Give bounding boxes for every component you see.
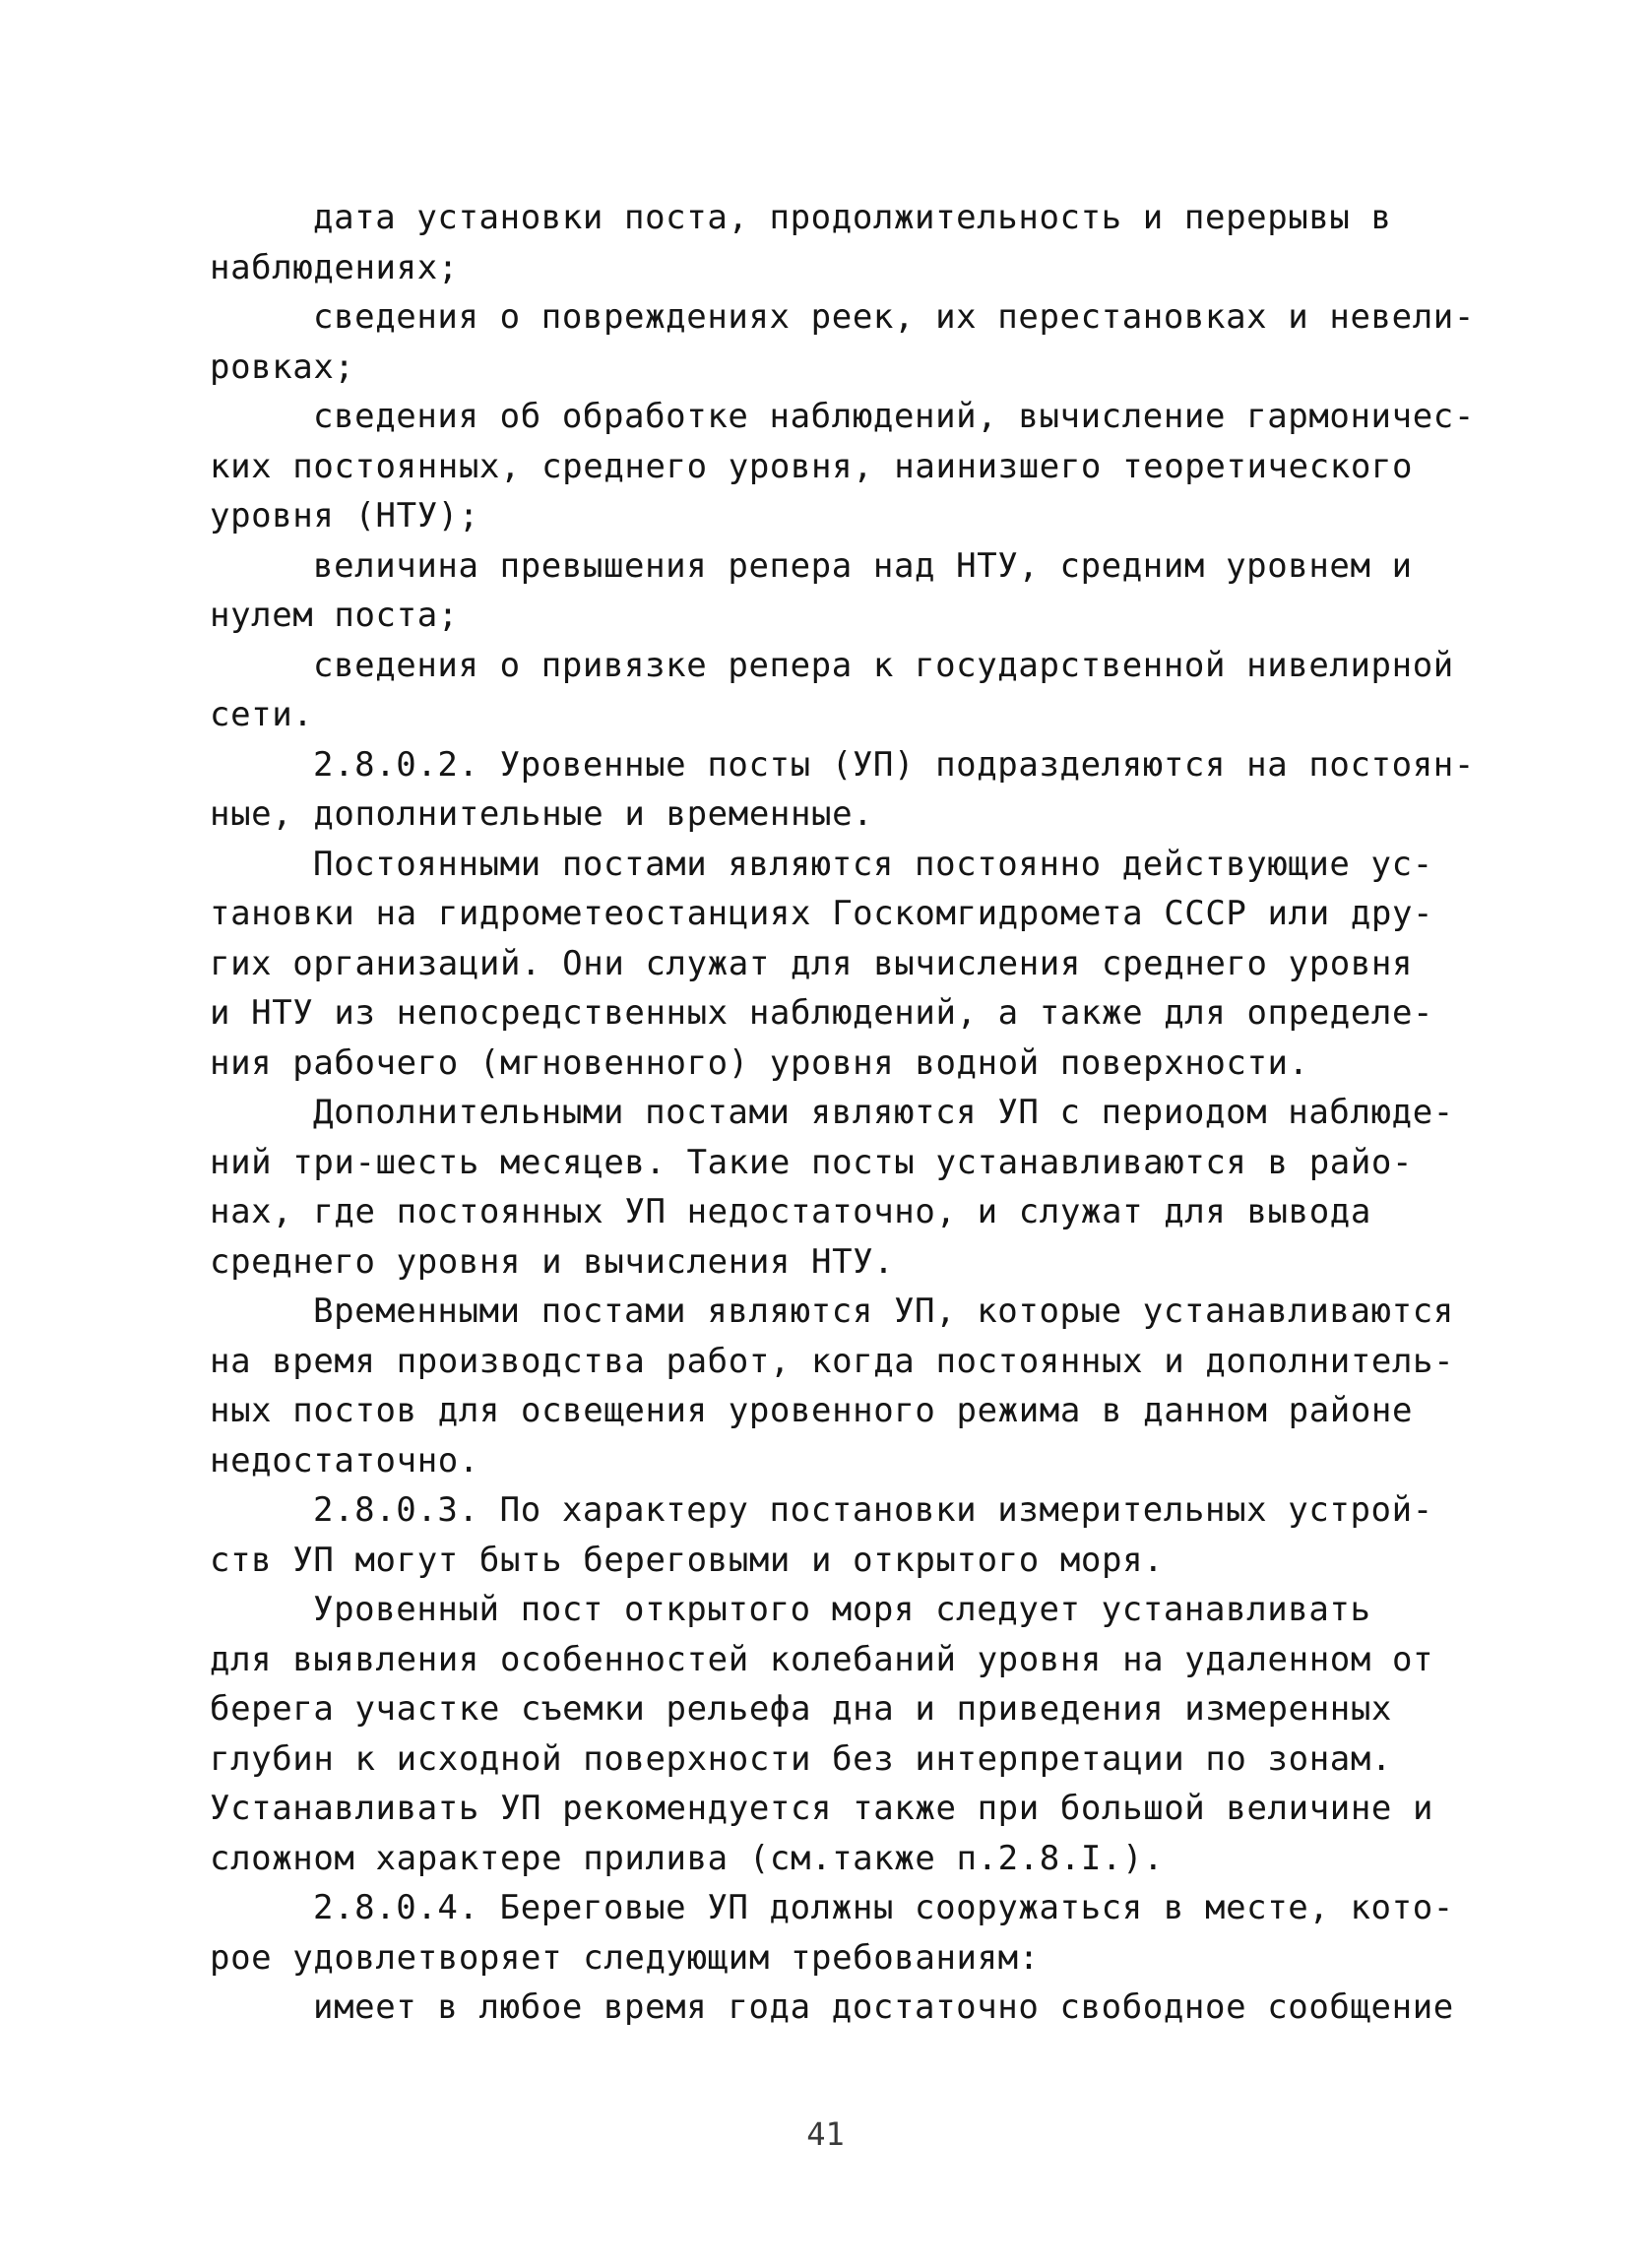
- text-line: на время производства работ, когда постоянных и дополнитель-: [210, 1341, 1455, 1381]
- text-line: для выявления особенностей колебаний уровня на удаленном от: [210, 1639, 1434, 1679]
- text-line: ные, дополнительные и временные.: [210, 794, 874, 834]
- text-line: глубин к исходной поверхности без интерпретации по зонам.: [210, 1738, 1392, 1779]
- text-line: недостаточно.: [210, 1440, 479, 1480]
- text-line: имеет в любое время года достаточно свободное сообщение: [313, 1987, 1454, 2027]
- text-line: и НТУ из непосредственных наблюдений, а также для определе-: [210, 993, 1434, 1033]
- text-line: дата установки поста, продолжительность и перерывы в: [313, 198, 1392, 237]
- text-line: величина превышения репера над НТУ, средним уровнем и: [313, 545, 1413, 586]
- text-line: сведения о повреждениях реек, их перестановках и невели-: [313, 297, 1475, 337]
- page-number: 41: [806, 2115, 845, 2153]
- text-line: нулем поста;: [210, 596, 459, 635]
- text-line: сложном характере прилива (см.также п.2.8.I.).: [210, 1838, 1165, 1878]
- text-line: ств УП могут быть береговыми и открытого моря.: [210, 1540, 1165, 1580]
- text-line: рое удовлетворяет следующим требованиям:: [210, 1937, 1040, 1978]
- text-line: 2.8.0.3. По характеру постановки измерительных устрой-: [313, 1490, 1433, 1530]
- text-line: гих организаций. Они служат для вычисления среднего уровня: [210, 943, 1414, 983]
- text-line: тановки на гидрометеостанциях Госкомгидромета СССР или дру-: [210, 894, 1434, 933]
- text-line: Временными постами являются УП, которые устанавливаются: [313, 1292, 1454, 1331]
- text-line: сведения о привязке репера к государственной нивелирной: [313, 645, 1454, 685]
- text-line: Постоянными постами являются постоянно действующие ус-: [313, 844, 1433, 884]
- text-line: берега участке съемки рельефа дна и приведения измеренных: [210, 1689, 1392, 1729]
- text-line: уровня (НТУ);: [210, 496, 479, 536]
- text-line: среднего уровня и вычисления НТУ.: [210, 1241, 895, 1282]
- text-line: наблюдениях;: [210, 247, 459, 287]
- text-line: 2.8.0.2. Уровенные посты (УП) подразделяются на постоян-: [313, 744, 1475, 785]
- text-line: 2.8.0.4. Береговые УП должны сооружаться в месте, кото-: [313, 1888, 1454, 1927]
- body-text: [210, 193, 1480, 2033]
- text-line: Дополнительными постами являются УП с периодом наблюде-: [313, 1093, 1454, 1132]
- text-line: ных постов для освещения уровенного режима в данном районе: [210, 1391, 1414, 1430]
- text-line: Устанавливать УП рекомендуется также при большой величине и: [210, 1789, 1434, 1828]
- text-line: ровках;: [210, 346, 355, 387]
- text-line: сети.: [210, 695, 314, 734]
- text-line: ния рабочего (мгновенного) уровня водной поверхности.: [210, 1042, 1309, 1083]
- text-line: ний три-шесть месяцев. Такие посты устанавливаются в райо-: [210, 1142, 1414, 1182]
- text-line: сведения об обработке наблюдений, вычисление гармоничес-: [313, 397, 1475, 436]
- text-line: нах, где постоянных УП недостаточно, и служат для вывода: [210, 1192, 1371, 1231]
- text-line: ких постоянных, среднего уровня, наинизшего теоретического: [210, 446, 1414, 486]
- text-line: Уровенный пост открытого моря следует устанавливать: [313, 1590, 1371, 1629]
